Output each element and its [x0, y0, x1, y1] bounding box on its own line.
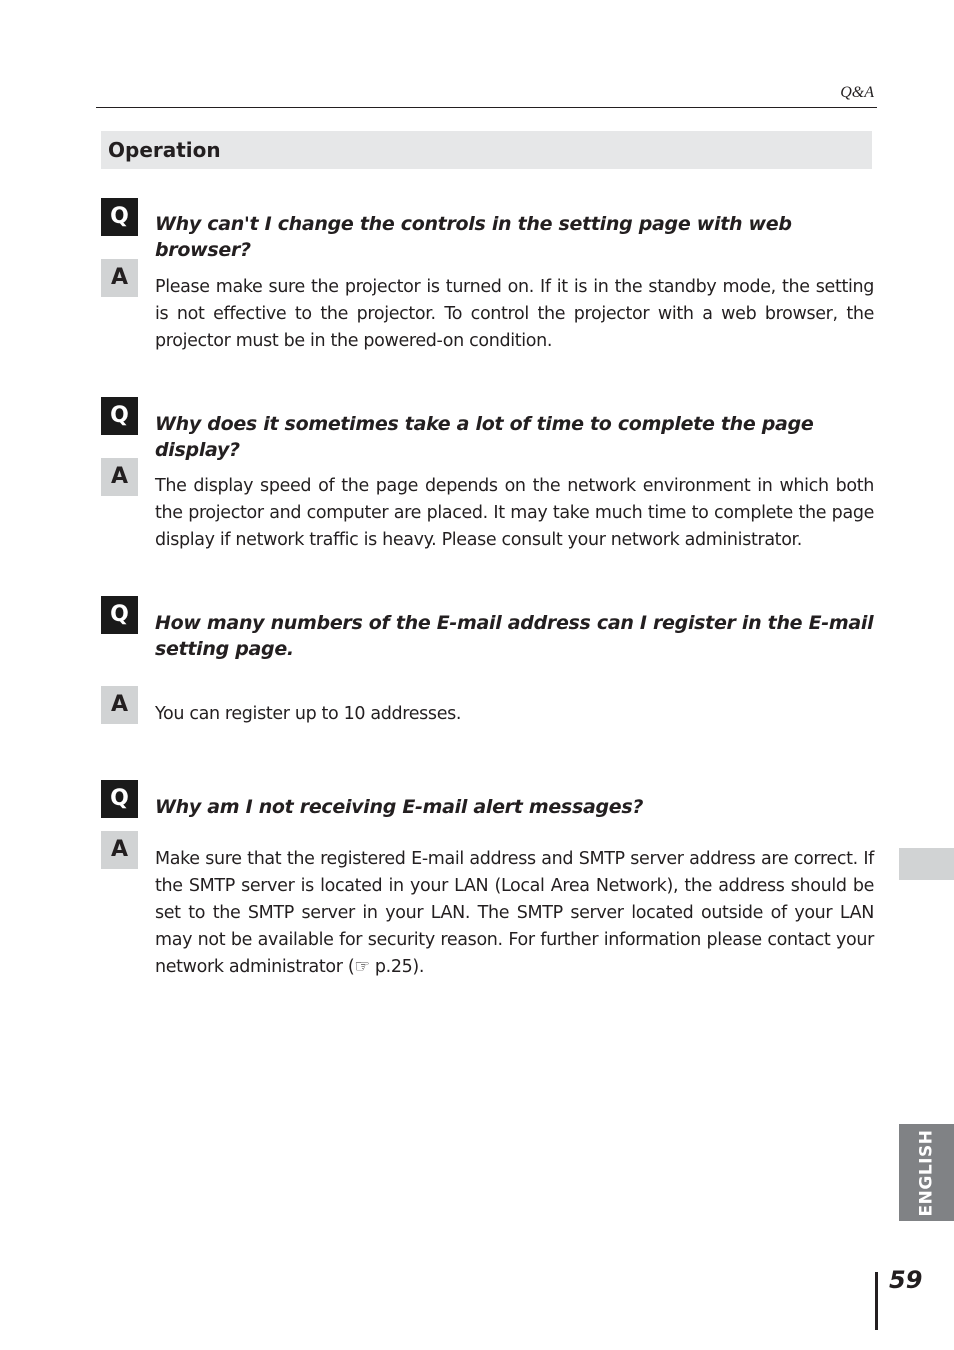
answer-text: You can register up to 10 addresses. [155, 704, 462, 724]
page-number: 59 [889, 1266, 923, 1294]
answer-text: Make sure that the registered E-mail address and SMTP server address are correct. If the SMTP server is located in your LAN (Local Area Network), the address should be set to the SMTP server in your LAN. The SMTP server located outside of your LAN may not be available for security reason. For further information please contact your network administrator (☞ p.25). [155, 849, 874, 977]
question-badge: Q [101, 397, 138, 435]
section-title: Operation [101, 131, 872, 169]
question-badge: Q [101, 780, 138, 818]
question-badge: Q [101, 198, 138, 236]
header-label: Q&A [840, 84, 874, 101]
question-text: Why am I not receiving E-mail alert messages? [155, 796, 644, 818]
language-tab-label: ENGLISH [916, 1129, 937, 1216]
answer-badge: A [101, 831, 138, 869]
answer-text: Please make sure the projector is turned on. If it is in the standby mode, the setting is not effective to the projector. To control the projector with a web browser, the projector must be in the powered-on condition. [155, 277, 874, 351]
page-number-rule [875, 1272, 878, 1330]
question-text: Why can't I change the controls in the setting page with web browser? [155, 213, 792, 261]
answer-badge: A [101, 458, 138, 496]
language-tab [899, 1124, 954, 1221]
header-rule [96, 107, 877, 108]
question-badge: Q [101, 596, 138, 634]
question-text: How many numbers of the E-mail address can I register in the E-mail setting page. [155, 612, 874, 660]
answer-badge: A [101, 259, 138, 297]
side-tab-marker [899, 848, 954, 880]
question-text: Why does it sometimes take a lot of time to complete the page display? [155, 413, 814, 461]
answer-badge: A [101, 686, 138, 724]
answer-text: The display speed of the page depends on the network environment in which both the projector and computer are placed. It may take much time to complete the page display if network traffic is heavy. Please consult your network administrator. [155, 476, 874, 550]
